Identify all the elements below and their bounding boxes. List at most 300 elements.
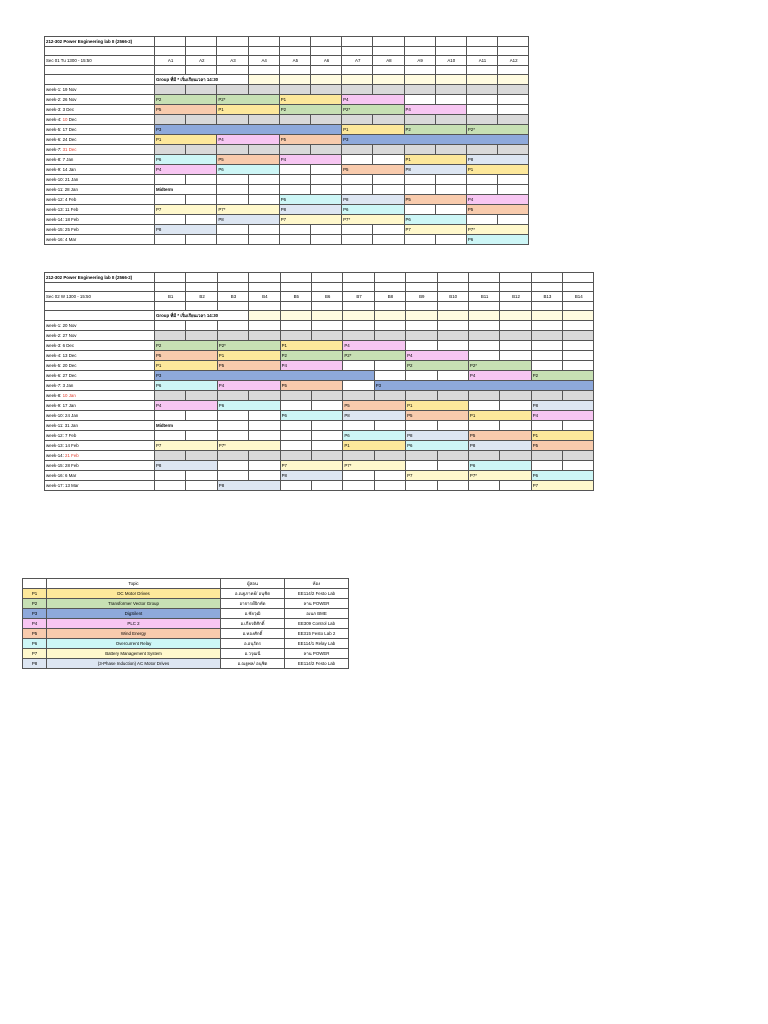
lab-slot-p3: P3 <box>155 371 375 381</box>
lab-slot-p3: P3 <box>374 381 594 391</box>
empty-cell <box>406 371 437 381</box>
empty-cell <box>310 185 341 195</box>
empty-cell <box>342 175 373 185</box>
empty-cell <box>280 441 311 451</box>
lab-slot-p8: P8 <box>531 401 594 411</box>
empty-cell <box>311 431 342 441</box>
week-label <box>45 115 155 125</box>
lab-slot-p8: P8 <box>466 155 528 165</box>
empty-cell <box>311 441 342 451</box>
empty-cell <box>531 421 562 431</box>
empty-cell <box>466 215 497 225</box>
empty-cell <box>342 235 373 245</box>
empty-cell <box>280 321 311 331</box>
empty-cell <box>437 302 468 311</box>
lab-slot-p1: P1 <box>280 341 343 351</box>
empty-cell <box>217 66 248 75</box>
empty-cell <box>248 66 279 75</box>
empty-cell <box>248 195 279 205</box>
group-column-header: B14 <box>563 292 594 302</box>
lab-slot-p6: P6 <box>280 411 343 421</box>
holiday-cell <box>279 145 310 155</box>
empty-cell <box>248 47 279 56</box>
legend-teacher: อ.ทองศักดิ์ <box>221 629 285 639</box>
empty-cell <box>374 311 405 321</box>
holiday-cell <box>404 115 435 125</box>
lab-slot-p1: P1 <box>155 361 218 371</box>
legend-code: P3 <box>23 609 47 619</box>
empty-cell <box>466 47 497 56</box>
empty-cell <box>310 75 341 85</box>
holiday-cell <box>217 451 248 461</box>
empty-cell <box>373 75 404 85</box>
group-column-header: B7 <box>343 292 374 302</box>
empty-cell <box>563 361 594 371</box>
holiday-cell <box>406 391 437 401</box>
lab-slot-p1: P1 <box>531 431 594 441</box>
week-label: week-5: 20 Dec <box>45 361 155 371</box>
holiday-cell <box>374 331 405 341</box>
empty-cell <box>280 481 311 491</box>
legend-row <box>23 599 349 609</box>
empty-cell <box>217 421 248 431</box>
legend-row <box>23 649 349 659</box>
empty-cell <box>343 321 374 331</box>
week-label: week-11: 31 Jan <box>45 421 155 431</box>
empty-cell <box>466 95 497 105</box>
legend-teacher: อ.เกียรติศักดิ์ <box>221 619 285 629</box>
empty-cell <box>466 75 497 85</box>
empty-cell <box>374 481 405 491</box>
empty-cell <box>406 461 437 471</box>
midterm-label: Midterm <box>155 421 218 431</box>
week-row <box>45 341 594 351</box>
lab-slot-p7: P7 <box>279 215 341 225</box>
week-label: week-6: 24 Dec <box>45 135 155 145</box>
holiday-cell <box>342 145 373 155</box>
empty-cell <box>343 283 374 292</box>
group-column-header: B8 <box>374 292 405 302</box>
empty-cell <box>45 302 155 311</box>
empty-cell <box>373 175 404 185</box>
holiday-cell <box>500 331 531 341</box>
empty-cell <box>435 175 466 185</box>
week-row <box>45 215 529 225</box>
week-label: week-2: 27 Nov <box>45 331 155 341</box>
group-note: Group ที่มี * เริ่มเรียนเวลา 14:30 <box>155 75 249 85</box>
lab-slot-p6: P6 <box>342 205 404 215</box>
holiday-cell <box>311 451 342 461</box>
empty-cell <box>45 75 155 85</box>
empty-cell <box>563 321 594 331</box>
schedule-title: 212-302 Power Engineering lab II (2566-2) <box>45 37 155 47</box>
empty-cell <box>343 273 374 283</box>
empty-cell <box>217 185 248 195</box>
empty-cell <box>249 431 280 441</box>
group-column-header: A9 <box>404 56 435 66</box>
empty-cell <box>374 302 405 311</box>
lab-slot-p6: P6 <box>217 401 280 411</box>
week-label-prefix: week-8: <box>46 393 63 399</box>
empty-cell <box>249 461 280 471</box>
empty-cell <box>406 481 437 491</box>
empty-cell <box>186 195 217 205</box>
legend-topic: Wind Energy <box>47 629 221 639</box>
week-label: week-3: 3 Dec <box>45 105 155 115</box>
holiday-cell <box>406 331 437 341</box>
lab-slot-p5: P5 <box>280 381 343 391</box>
holiday-date: 10 <box>62 117 68 123</box>
empty-cell <box>435 37 466 47</box>
group-column-header: A6 <box>310 56 341 66</box>
empty-cell <box>155 175 186 185</box>
empty-cell <box>563 421 594 431</box>
legend-code: P6 <box>23 639 47 649</box>
empty-cell <box>563 273 594 283</box>
empty-cell <box>563 302 594 311</box>
empty-cell <box>311 311 342 321</box>
empty-cell <box>373 37 404 47</box>
empty-cell <box>498 47 529 56</box>
lab-slot-p2: P2 <box>280 351 343 361</box>
empty-cell <box>217 302 248 311</box>
holiday-cell <box>186 85 217 95</box>
legend-room: EE315 Festo Lab 2 <box>285 629 349 639</box>
empty-cell <box>500 401 531 411</box>
week-label-prefix: week-1: <box>46 87 63 93</box>
empty-cell <box>217 461 248 471</box>
week-label: week-8: 7 Jan <box>45 155 155 165</box>
holiday-cell <box>186 145 217 155</box>
empty-cell <box>406 302 437 311</box>
empty-cell <box>155 431 186 441</box>
holiday-cell <box>437 451 468 461</box>
empty-cell <box>437 341 468 351</box>
lab-slot-p5: P5 <box>155 105 217 115</box>
empty-cell <box>343 421 374 431</box>
lab-slot-p4: P4 <box>280 361 343 371</box>
empty-cell <box>249 421 280 431</box>
week-row <box>45 481 594 491</box>
lab-slot-p4: P4 <box>406 351 469 361</box>
legend-room: ลาน POWER <box>285 649 349 659</box>
legend-code: P8 <box>23 659 47 669</box>
lab-slot-p5: P5 <box>343 401 406 411</box>
topic-legend-table <box>22 578 349 669</box>
week-label: week-9: 14 Jan <box>45 165 155 175</box>
empty-cell <box>435 47 466 56</box>
holiday-cell <box>404 85 435 95</box>
empty-cell <box>531 321 562 331</box>
empty-cell <box>249 283 280 292</box>
holiday-cell <box>435 145 466 155</box>
empty-cell <box>563 311 594 321</box>
holiday-cell <box>155 145 186 155</box>
empty-cell <box>249 471 280 481</box>
week-label: week-13: 14 Feb <box>45 441 155 451</box>
empty-cell <box>468 351 499 361</box>
group-column-header: B3 <box>217 292 248 302</box>
empty-cell <box>374 321 405 331</box>
lab-slot-p1: P1 <box>466 165 528 175</box>
legend-code: P2 <box>23 599 47 609</box>
empty-cell <box>468 341 499 351</box>
week-label: week-11: 28 Jan <box>45 185 155 195</box>
week-label: week-10: 21 Jan <box>45 175 155 185</box>
empty-cell <box>342 155 373 165</box>
lab-slot-p1: P1 <box>217 105 279 115</box>
holiday-cell <box>280 331 311 341</box>
lab-slot-p7: P7* <box>468 471 531 481</box>
week-row <box>45 85 529 95</box>
holiday-cell <box>186 451 217 461</box>
section-label: Sec 01 Tu 1300 - 15:50 <box>45 56 155 66</box>
week-label: week-13: 11 Feb <box>45 205 155 215</box>
empty-cell <box>217 47 248 56</box>
empty-cell <box>310 66 341 75</box>
legend-topic: Battery Management System <box>47 649 221 659</box>
empty-cell <box>435 205 466 215</box>
week-label-prefix: week-4: <box>46 117 63 123</box>
empty-cell <box>404 205 435 215</box>
empty-cell <box>217 431 248 441</box>
empty-cell <box>155 302 186 311</box>
lab-slot-p3: P3 <box>342 135 529 145</box>
empty-cell <box>500 283 531 292</box>
empty-cell <box>217 411 248 421</box>
holiday-cell <box>248 85 279 95</box>
empty-cell <box>373 185 404 195</box>
empty-cell <box>531 311 562 321</box>
empty-cell <box>217 471 248 481</box>
week-label: week-16: 4 Mar <box>45 235 155 245</box>
empty-cell <box>563 351 594 361</box>
lab-slot-p1: P1 <box>342 125 404 135</box>
empty-cell <box>531 351 562 361</box>
group-column-header: B11 <box>468 292 499 302</box>
group-column-header: B6 <box>311 292 342 302</box>
lab-slot-p5: P5 <box>217 361 280 371</box>
holiday-cell <box>248 115 279 125</box>
empty-cell <box>498 175 529 185</box>
empty-cell <box>437 283 468 292</box>
empty-cell <box>279 185 310 195</box>
empty-cell <box>435 66 466 75</box>
lab-slot-p5: P5 <box>466 205 528 215</box>
week-row <box>45 165 529 175</box>
schedule-table-sec01 <box>44 36 529 245</box>
empty-cell <box>500 273 531 283</box>
group-column-header: B2 <box>186 292 217 302</box>
empty-cell <box>248 225 279 235</box>
lab-slot-p7: P7 <box>155 441 218 451</box>
lab-slot-p3: P3 <box>155 125 342 135</box>
holiday-date: 21 Feb <box>65 453 79 459</box>
lab-slot-p1: P1 <box>404 155 466 165</box>
empty-cell <box>186 471 217 481</box>
holiday-cell <box>500 391 531 401</box>
empty-cell <box>342 66 373 75</box>
lab-slot-p8: P8 <box>155 461 218 471</box>
holiday-cell <box>186 115 217 125</box>
empty-cell <box>500 421 531 431</box>
empty-cell <box>249 302 280 311</box>
holiday-cell <box>217 145 248 155</box>
empty-cell <box>374 421 405 431</box>
holiday-cell <box>435 115 466 125</box>
holiday-date: 31 Dec <box>62 147 77 153</box>
empty-cell <box>468 311 499 321</box>
week-row <box>45 351 594 361</box>
empty-cell <box>437 371 468 381</box>
week-row <box>45 135 529 145</box>
empty-cell <box>404 47 435 56</box>
empty-cell <box>531 273 562 283</box>
week-label: week-15: 25 Feb <box>45 225 155 235</box>
empty-cell <box>343 361 374 371</box>
empty-cell <box>373 155 404 165</box>
empty-cell <box>311 273 342 283</box>
midterm-label: Midterm <box>155 185 217 195</box>
holiday-cell <box>342 85 373 95</box>
empty-cell <box>186 215 217 225</box>
empty-cell <box>435 75 466 85</box>
empty-cell <box>466 66 497 75</box>
schedule-table-sec02 <box>44 272 594 491</box>
week-row <box>45 381 594 391</box>
holiday-cell <box>373 145 404 155</box>
empty-cell <box>249 411 280 421</box>
holiday-cell <box>531 391 562 401</box>
week-label: week-4: 13 Dec <box>45 351 155 361</box>
empty-cell <box>404 37 435 47</box>
holiday-cell <box>435 85 466 95</box>
empty-cell <box>310 235 341 245</box>
holiday-cell <box>466 115 497 125</box>
section-label: Sec 02 W 1300 - 15:50 <box>45 292 155 302</box>
empty-cell <box>280 401 311 411</box>
week-row <box>45 235 529 245</box>
empty-cell <box>563 341 594 351</box>
lab-slot-p5: P5 <box>155 351 218 361</box>
legend-room: อเนก BME <box>285 609 349 619</box>
week-row <box>45 391 594 401</box>
holiday-cell <box>468 331 499 341</box>
legend-row <box>23 629 349 639</box>
legend-header: ผู้สอน <box>221 579 285 589</box>
holiday-date: 10 Jan <box>62 393 76 399</box>
empty-cell <box>374 471 405 481</box>
holiday-cell <box>343 391 374 401</box>
empty-cell <box>498 66 529 75</box>
empty-cell <box>279 225 310 235</box>
empty-cell <box>563 461 594 471</box>
empty-cell <box>311 321 342 331</box>
lab-slot-p4: P4 <box>468 371 531 381</box>
empty-cell <box>468 401 499 411</box>
empty-cell <box>279 175 310 185</box>
holiday-cell <box>217 85 248 95</box>
legend-header: Topic <box>47 579 221 589</box>
lab-slot-p5: P5 <box>279 135 341 145</box>
holiday-cell <box>310 115 341 125</box>
lab-slot-p4: P4 <box>531 411 594 421</box>
empty-cell <box>343 381 374 391</box>
lab-slot-p6: P6 <box>343 431 406 441</box>
lab-slot-p7: P7* <box>466 225 528 235</box>
empty-cell <box>186 283 217 292</box>
holiday-cell <box>373 115 404 125</box>
lab-slot-p2: P2 <box>279 105 341 115</box>
empty-cell <box>311 481 342 491</box>
empty-cell <box>500 321 531 331</box>
empty-cell <box>468 481 499 491</box>
empty-cell <box>217 195 248 205</box>
legend-teacher: อ.อนุรัตร <box>221 639 285 649</box>
empty-cell <box>404 95 435 105</box>
lab-slot-p8: P8 <box>342 195 404 205</box>
holiday-cell <box>186 391 217 401</box>
legend-teacher: อ.ชัยวุฒิ <box>221 609 285 619</box>
legend-row <box>23 659 349 669</box>
legend-row <box>23 589 349 599</box>
holiday-cell <box>563 391 594 401</box>
empty-cell <box>468 283 499 292</box>
lab-slot-p2: P2* <box>468 361 531 371</box>
empty-cell <box>466 175 497 185</box>
holiday-cell <box>279 115 310 125</box>
lab-slot-p4: P4 <box>466 195 528 205</box>
week-row <box>45 321 594 331</box>
lab-slot-p2: P2* <box>343 351 406 361</box>
empty-cell <box>343 471 374 481</box>
holiday-cell <box>374 451 405 461</box>
empty-cell <box>435 235 466 245</box>
lab-slot-p4: P4 <box>155 401 218 411</box>
holiday-cell <box>498 85 529 95</box>
legend-room: EE114/2 Festo Lab <box>285 589 349 599</box>
empty-cell <box>248 185 279 195</box>
empty-cell <box>468 273 499 283</box>
empty-cell <box>217 273 248 283</box>
week-label: week-15: 28 Feb <box>45 461 155 471</box>
empty-cell <box>343 311 374 321</box>
empty-cell <box>279 47 310 56</box>
legend-row <box>23 639 349 649</box>
lab-slot-p7: P7 <box>280 461 343 471</box>
empty-cell <box>155 283 186 292</box>
lab-slot-p4: P4 <box>404 105 466 115</box>
empty-cell <box>343 302 374 311</box>
empty-cell <box>45 66 155 75</box>
empty-cell <box>155 195 186 205</box>
empty-cell <box>280 283 311 292</box>
empty-cell <box>155 481 186 491</box>
empty-cell <box>404 175 435 185</box>
empty-cell <box>310 225 341 235</box>
empty-cell <box>280 273 311 283</box>
week-label: week-9: 17 Jan <box>45 401 155 411</box>
empty-cell <box>406 321 437 331</box>
week-row <box>45 155 529 165</box>
holiday-cell <box>563 331 594 341</box>
holiday-cell <box>155 451 186 461</box>
group-column-header: A4 <box>248 56 279 66</box>
group-column-header: B5 <box>280 292 311 302</box>
lab-slot-p1: P1 <box>406 401 469 411</box>
empty-cell <box>374 273 405 283</box>
empty-cell <box>279 66 310 75</box>
